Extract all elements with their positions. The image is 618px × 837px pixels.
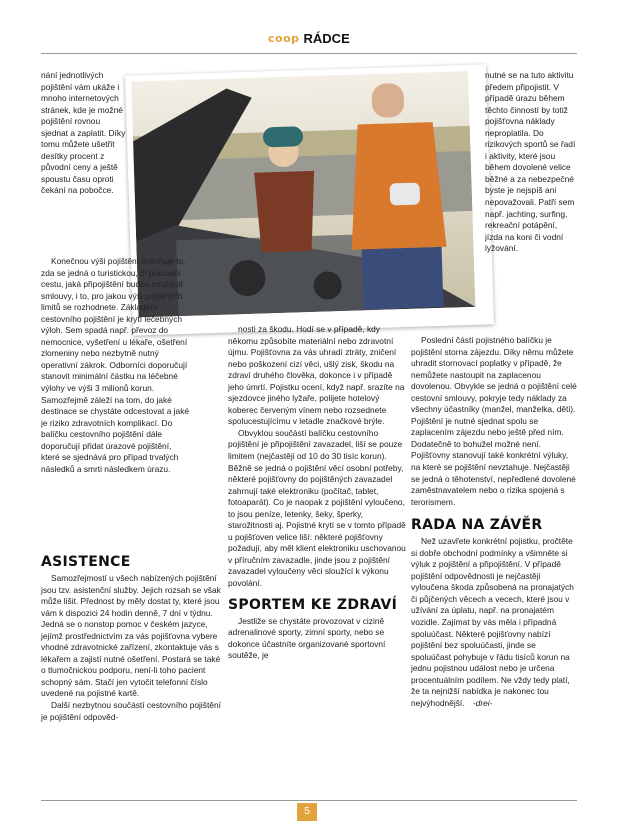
paragraph-text: Než uzavřete konkrétní pojistku, pročtěte si dobře obchodní podmínky a všimněte si výluk z pojištění a připojištění. V případě pojištění odpovědnosti je nejčastěji vyloučena škoda způsobená na pronajatých či půjčených věcech a vecech, které jsou v užívání za úplatu, např. na pronajatém vozidle. Zajímat by vás měla i případná spoluúčast. Některé pojišťovny nabízí pojištění bez spoluúčasti, jinde se spoluúčast pohybuje v řádu tisíců korun na jednu pojistnou událost nebo je určena procentuálním podílem. Ne vždy tedy platí, že ta nejnižší nabídka je nakonec tou nejvýhodnější.: [411, 536, 574, 708]
signature: -drei-: [472, 697, 493, 708]
heading-sport: SPORTEM KE ZDRAVÍ: [228, 596, 398, 613]
column-3-top: [485, 70, 577, 324]
page-number: 5: [297, 803, 317, 821]
paragraph: [411, 536, 577, 709]
column-3-bottom: [411, 335, 577, 709]
column-1-bottom: [41, 549, 221, 723]
paragraph: nutné se na tuto aktivitu předem připojistit. V případě úrazu během těchto činností by totiž pojišťovna náklady neproplatila. Do rizikových sportů se řadí i aktivity, které jsou během dovolené velice běžné a za nebezpečné byste je nejspíš ani nepovažovali. Patří sem např. jachting, surfing, rekreační potápění, jízda na koni či vodní lyžování.: [485, 70, 576, 254]
column-2: [228, 324, 406, 662]
footer-rule: [41, 800, 577, 801]
heading-asistence: ASISTENCE: [41, 554, 131, 570]
paragraph: Jestliže se chystáte provozovat v cizině adrenalinové sporty, zimní sporty, nebo se dokonce účastníte organizované sportovní soutěže, je: [228, 615, 386, 661]
paragraph: Konečnou výši pojištění ovlivňuje to, zda se jedná o turistickou, či pracovní cestu, jaká připojištění budou součástí smlouvy, i to, pro jakou výši pojistných limitů se rozhodnete. Základem cestovního pojištění je krytí léčebných výloh. Sem spadá např. převoz do nemocnice, vyšetření u lékaře, ošetření zlomeniny nebo nezbytně nutný operativní zákrok. Odborníci doporučují stanovit minimální částku na léčebné výlohy ve výši 3 milionů korun. Samozřejmě záleží na tom, do jaké destinace se chystáte odcestovat a jaké je riziko zdravotních komplikací. Do balíčku cestovního pojištění dále doporučují přidat úrazové pojištění, které se sjednává pro případ trvalých následků a smrti následkem úrazu.: [41, 256, 190, 474]
paragraph: nosti za škodu. Hodí se v případě, kdy někomu způsobíte materiální nebo zdravotní újmu. Pojišťovna za vás uhradí ztráty, zničení nebo poškození cizí věci, ušlý zisk, škodu na zdraví druhého člověka, dokonce i v případě jeho úmrtí. Pojistku ocení, když např. srazíte na sjezdovce jiného lyžaře, polijete hotelový koberec červeným vínem nebo rozsednete spolucestujícímu v letadle značkové brýle.: [228, 324, 405, 427]
page-header: [0, 0, 618, 56]
column-1-top: [41, 70, 129, 256]
paragraph: Samozřejmostí u všech nabízených pojištění jsou tzv. asistenční služby. Jejich rozsah se však může lišit. Přednost by měly dostat ty, které jsou vám k dispozici 24 hodin denně, 7 dní v týdnu. Jedná se o nonstop pomoc v českém jazyce, jejímž prostřednictvím za vás pojišťovna vybere vhodné zdravotnické zařízení, zkontaktuje vás s lékařem a zajistí nutné ošetření. Postará se také o tlumočnickou podporu, není-li toho pacient schopný sám. Stačí jen vytočit telefonní číslo uvedené na pojistné kartě.: [41, 573, 221, 699]
paragraph: nání jednotlivých pojištění vám ukáže i mnoho internetových stránek, kde je možné pojištění rovnou sjednat a zaplatit. Díky tomu můžete ušetřit desítky procent z původní ceny a ještě spoustu času oproti čekání na pobočce.: [41, 70, 126, 196]
paragraph: Obvyklou součástí balíčku cestovního pojištění je připojištění zavazadel, liší se pouze limitem (nejčastěji od 10 do 30 tisíc korun). Běžně se jedná o pojištění věcí osobní potřeby, některé pojišťovny do pojištěných zavazadel zahrnují také elektroniku (počítač, tablet, fotoaparát). Co je naopak z pojištění vyloučeno, to jsou peníze, letenky, šeky, šperky, starožitnosti aj. Pojistné krytí se v tomto případě u pojišťoven velice liší: některé pojišťovny požadují, aby měl klient elektroniku uschovanou v příručním zavazadle, jinde jsou z pojištění zavazadel vyloučeny věci sloužící k výkonu povolání.: [228, 427, 406, 589]
paragraph: Poslední částí pojistného balíčku je pojištění storna zájezdu. Díky němu můžete uhradit stornovací poplatky v případě, že nemůžete nastoupit na zaplacenou dovolenou. Obvykle se jedná o pojištění celé cestovní smlouvy, pokryje tedy náklady za všechny účastníky (manžel, manželka, děti). Pojištění je nutné sjednat spolu se zaplacením zájezdu nebo ještě před ním. Dodatečně to bohužel možné není. Pojišťovny stanovují také konkrétní výluky, na které se pojištění nevztahuje. Nejčastěji se jedná o těhotenství, nepředlené dovolené zaměstnavatelem nebo o rizika spojená s terorismem.: [411, 335, 577, 507]
header-rule: [41, 53, 577, 54]
brand: [268, 31, 350, 46]
coop-logo: coop: [268, 32, 300, 45]
column-1-mid: [41, 256, 191, 549]
paragraph: Další nezbytnou součástí cestovního pojištění je pojištění odpověd-: [41, 700, 221, 722]
heading-rada: RADA NA ZÁVĚR: [411, 517, 543, 534]
section-title: RÁDCE: [303, 31, 350, 46]
